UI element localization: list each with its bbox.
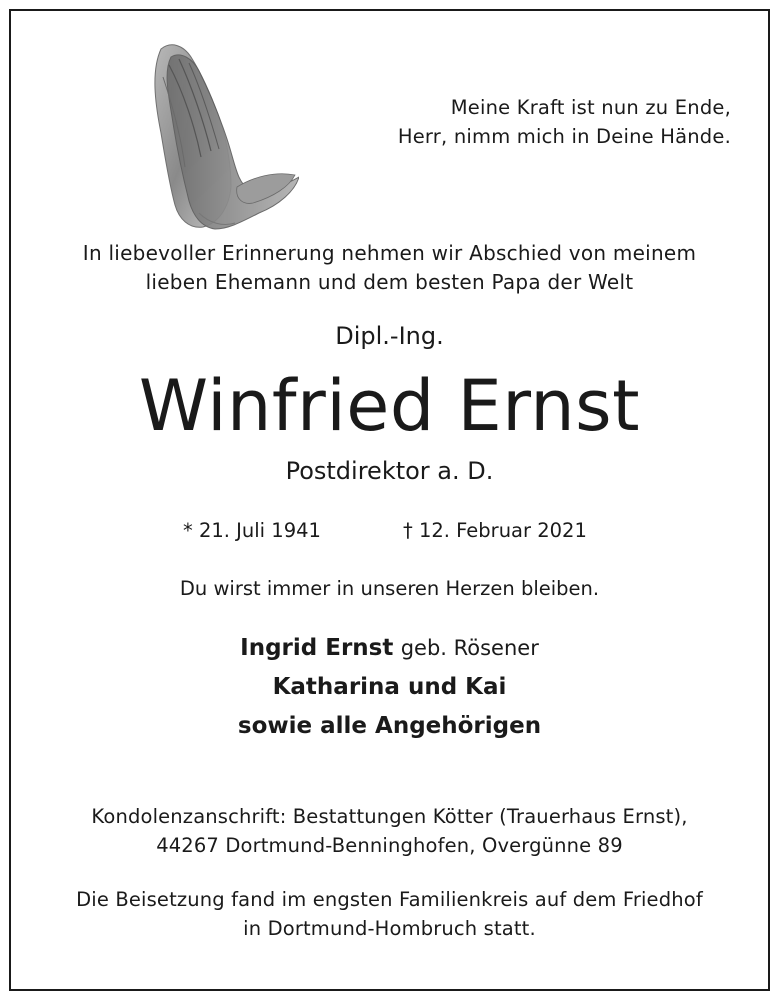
mourner-line-3: sowie alle Angehörigen [237,713,542,739]
quote [341,93,731,151]
condolence-line-2: 44267 Dortmund-Benninghofen, Overgünne 89 [156,834,623,857]
death-date: † 12. Februar 2021 [403,519,587,542]
funeral-note [11,885,768,943]
intro-line-1: In liebevoller Erinnerung nehmen wir Abschied von meinem [82,241,697,265]
quote-line-2: Herr, nimm mich in Deine Hände. [397,125,731,148]
condolence-line-1: Kondolenzanschrift: Bestattungen Kötter (Trauerhaus Ernst), [91,805,688,828]
academic-title: Dipl.-Ing. [335,322,444,350]
mourner-line-2: Katharina und Kai [272,674,507,700]
mourner-line-1 [11,629,768,668]
intro-line-2: lieben Ehemann und dem besten Papa der Welt [145,270,634,294]
mourner-spouse-name: Ingrid Ernst [240,635,394,661]
profession: Postdirektor a. D. [285,457,494,485]
obituary-notice [9,9,770,991]
funeral-line-1: Die Beisetzung fand im engsten Familienkreis auf dem Friedhof [76,888,703,911]
deceased-name: Winfried Ernst [138,365,641,447]
funeral-line-2: in Dortmund-Hombruch statt. [243,917,536,940]
mourners [11,629,768,746]
mourner-spouse-maiden-name: geb. Rösener [400,636,539,660]
birth-date: * 21. Juli 1941 [183,519,321,542]
condolence-address [11,802,768,860]
quote-line-1: Meine Kraft ist nun zu Ende, [450,96,731,119]
sentiment-text: Du wirst immer in unseren Herzen bleiben. [179,577,600,600]
intro-text [11,239,768,297]
praying-hands-icon [139,37,299,233]
